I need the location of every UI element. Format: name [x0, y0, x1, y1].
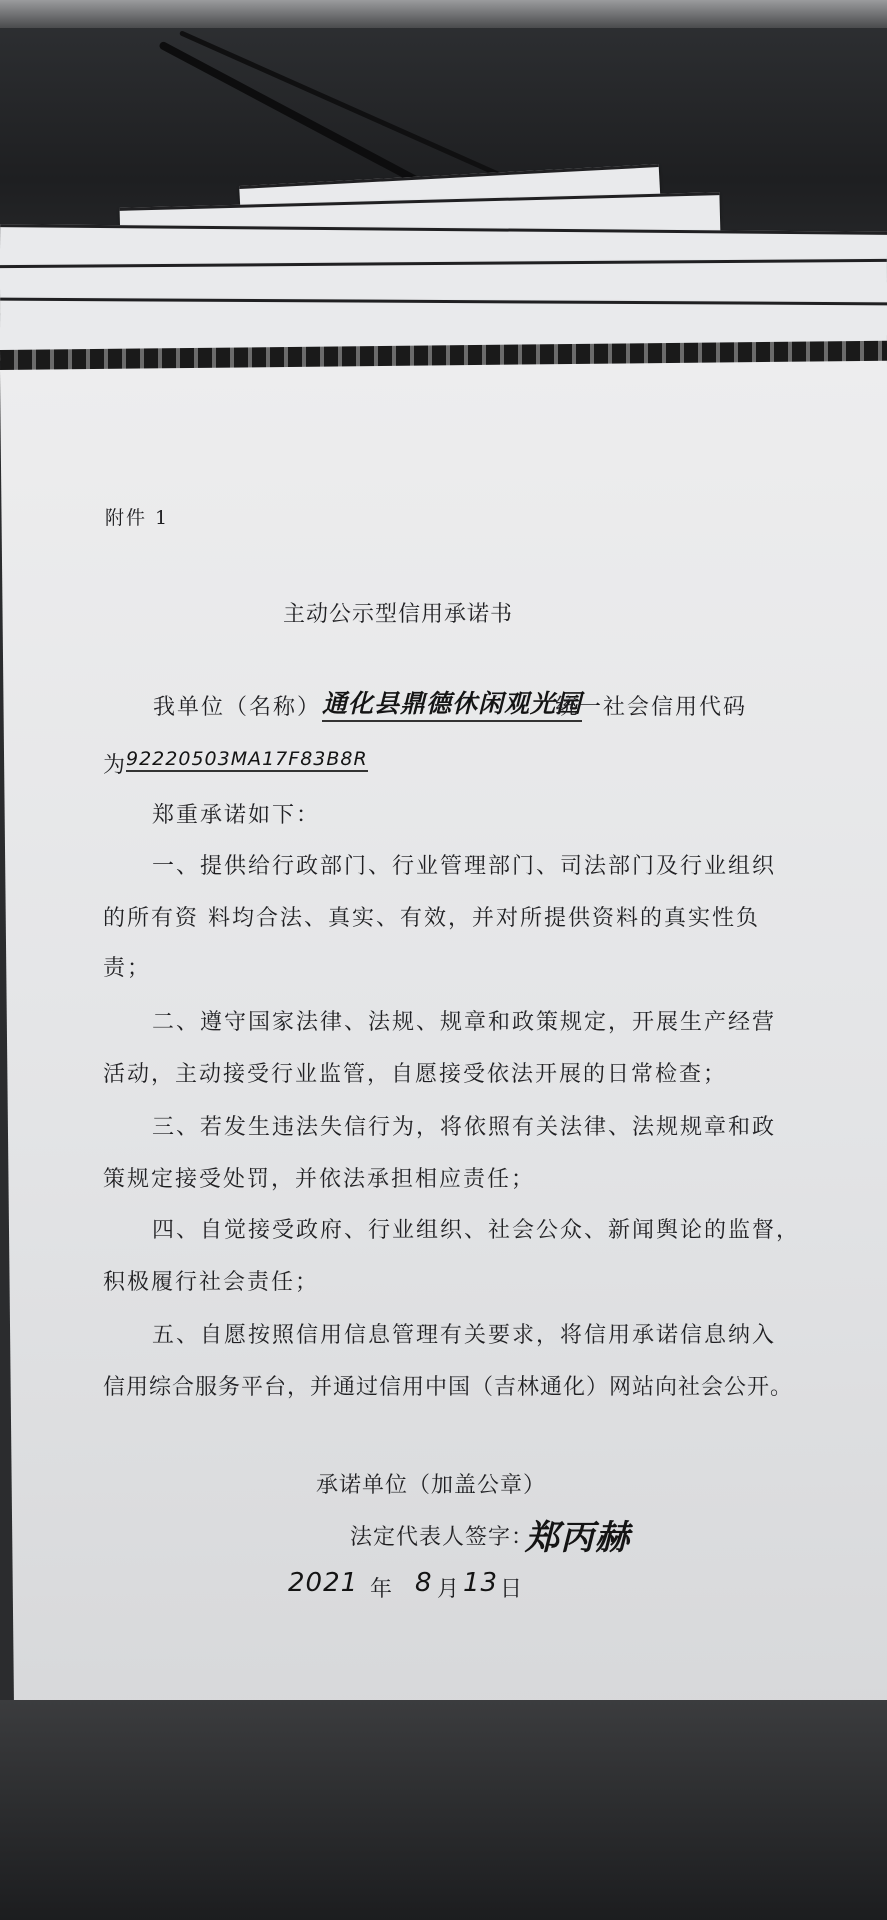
date-day-unit: 日: [500, 1577, 525, 1602]
document-title: 主动公示型信用承诺书: [283, 602, 514, 627]
credit-code-handwritten: 92220503MA17F83B8R: [126, 748, 368, 770]
item4-line2: 积极履行社会责任；: [103, 1270, 320, 1295]
commit-unit-label: 承诺单位（加盖公章）: [316, 1473, 547, 1498]
item1-line2: 的所有资 料均合法、真实、有效，并对所提供资料的真实性负: [103, 906, 760, 931]
item1-line1: 一、提供给行政部门、行业管理部门、司法部门及行业组织: [152, 854, 777, 879]
legal-rep-label: 法定代表人签字：: [350, 1525, 535, 1550]
code-prefix: 为: [103, 753, 128, 778]
item1-line3: 责；: [103, 956, 152, 981]
promise-intro: 郑重承诺如下：: [152, 803, 321, 828]
date-day: 13: [463, 1568, 499, 1598]
para1-suffix: 统一社会信用代码: [555, 695, 748, 720]
signature: 郑丙赫: [525, 1518, 630, 1558]
date-year: 2021: [288, 1568, 359, 1598]
item3-line2: 策规定接受处罚，并依法承担相应责任；: [103, 1167, 536, 1192]
item4-line1: 四、自觉接受政府、行业组织、社会公众、新闻舆论的监督，: [152, 1218, 801, 1243]
item2-line2: 活动，主动接受行业监管，自愿接受依法开展的日常检查；: [103, 1062, 728, 1087]
item3-line1: 三、若发生违法失信行为，将依照有关法律、法规规章和政: [152, 1115, 777, 1140]
date-month-unit: 月: [437, 1577, 462, 1602]
unit-name-handwritten: 通化县鼎德休闲观光园: [322, 684, 582, 722]
attachment-label: 附件 1: [105, 507, 170, 529]
para1-prefix: 我单位（名称）: [153, 695, 322, 720]
item2-line1: 二、遵守国家法律、法规、规章和政策规定，开展生产经营: [152, 1010, 777, 1035]
item5-line1: 五、自愿按照信用信息管理有关要求，将信用承诺信息纳入: [152, 1323, 777, 1348]
item5-line2: 信用综合服务平台，并通过信用中国（吉林通化）网站向社会公开。: [103, 1375, 794, 1400]
date-month: 8: [415, 1568, 433, 1598]
date-year-unit: 年: [370, 1577, 395, 1602]
